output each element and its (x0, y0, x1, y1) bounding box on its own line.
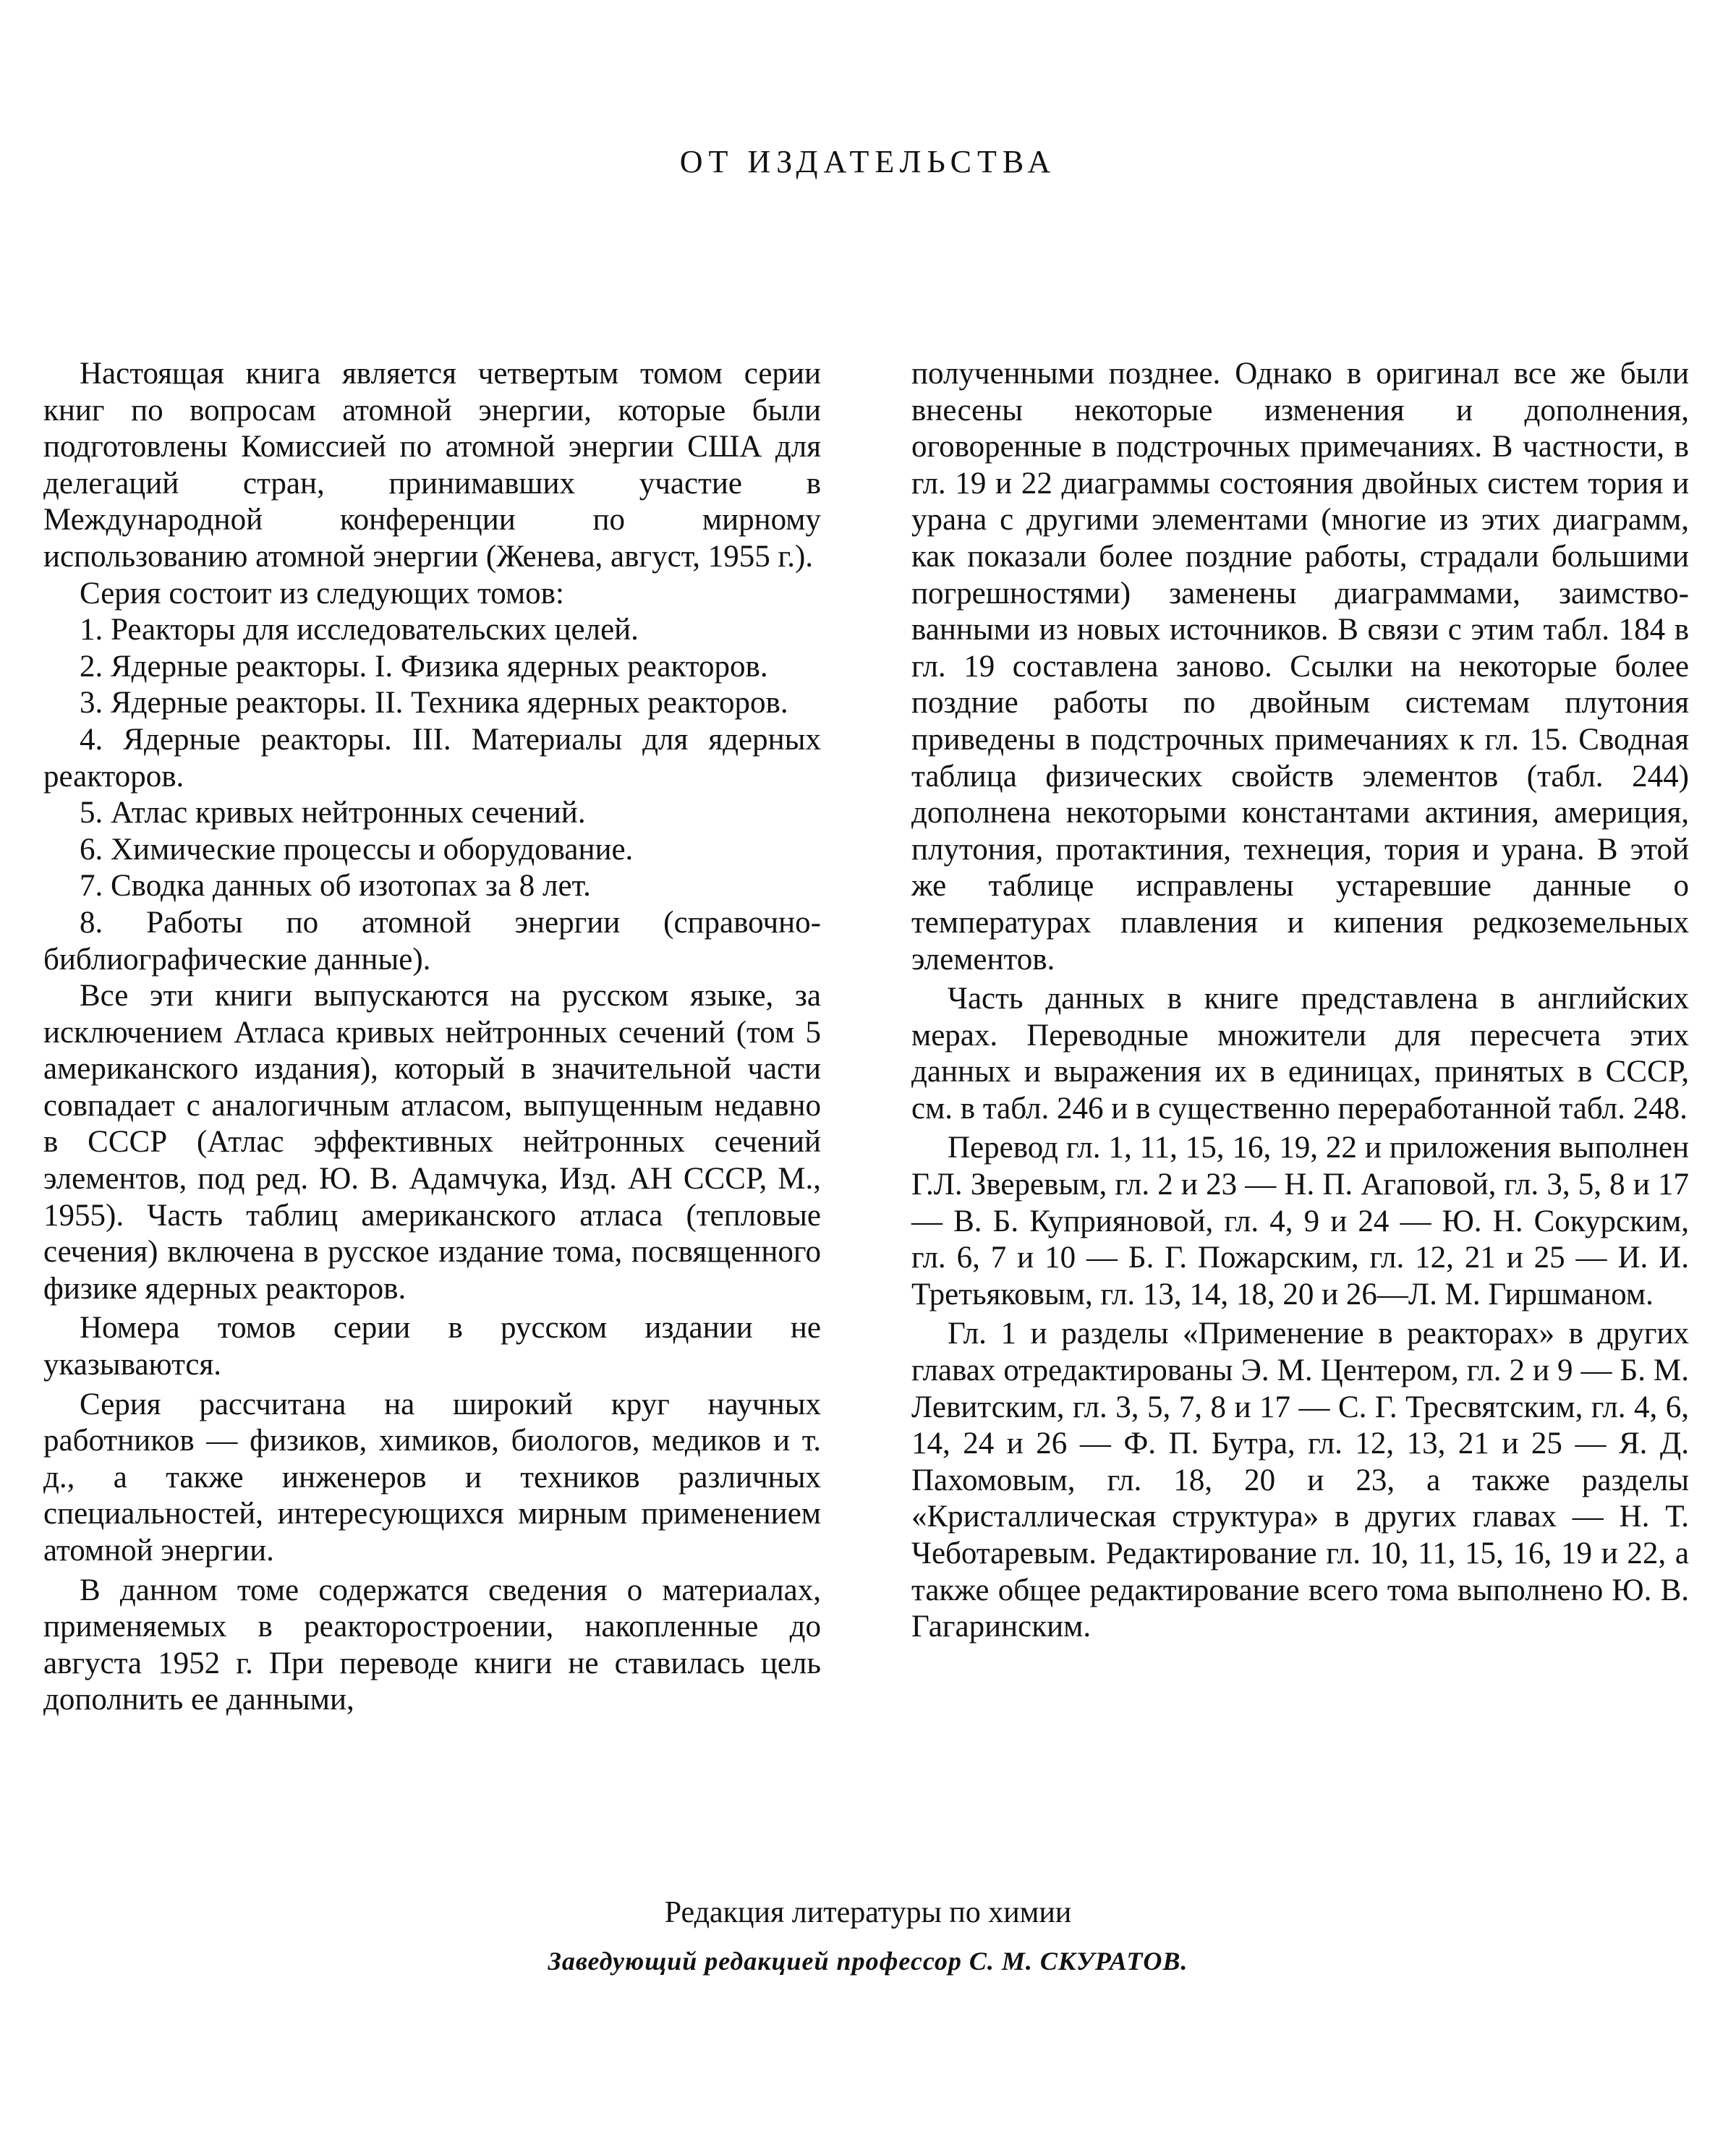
page-title: ОТ ИЗДАТЕЛЬСТВА (679, 144, 1057, 179)
list-item: 6. Химические процессы и оборудование. (80, 832, 634, 867)
paragraph: Номера томов серии в русском издании не указываются. (43, 1311, 821, 1382)
list-item: 3. Ядерные реакторы. II. Техника ядерных реакторов. (80, 686, 788, 720)
list-item: 5. Атлас кривых нейтронных сечений. (80, 796, 586, 830)
paragraph: В данном томе содержатся сведения о материалах, применяемых в реакторостроении, накопленные до августа 1952 г. При переводе книги не ставилась цель дополнить ее данными, (43, 1573, 821, 1717)
paragraph: Часть данных в книге представлена в английских мерах. Переводные множители для пересчета этих данных и выражения их в единицах, принятых в СССР, см. в табл. 246 и в существенно переработанной табл. 248. (911, 982, 1689, 1126)
paragraph: Серия состоит из следующих томов: (80, 576, 564, 611)
paragraph: Все эти книги выпускаются на русском языке, за исключением Атласа кривых нейтронных сечений (том 5 американского издания), который в значительной части совпадает с аналогичным атласом, выпущенным недавно в СССР (Атлас эффективных нейтронных сечений элементов, под ред. Ю. В. Адамчука, Изд. АН СССР, М., 1955). Часть таблиц американского атласа (тепловые сечения) включена в русское издание тома, посвященного физике ядерных реакторов. (43, 979, 821, 1306)
paragraph: полученными позднее. Однако в оригинал все же были внесены некоторые изменения и дополнения, оговоренные в подстрочных примечаниях. В частности, в гл. 19 и 22 диаграммы состояния двойных систем тория и урана с другими элементами (многие из этих диаграмм, как показали более поздние работы, страдали большими погрешностями) заменены диаграммами, заимствованными из новых источников. В связи с этим табл. 184 в гл. 19 составлена заново. Ссылки на некоторые более поздние работы по двойным системам плутония приведены в подстрочных примечаниях к гл. 15. Сводная таблица физических свойств элементов (табл. 244) дополнена некоторыми константами актиния, америция, плутония, протактиния, технеция, тория и урана. В этой же таблице исправлены устаревшие данные о температурах плавления и кипения редкоземельных элементов. (911, 357, 1689, 977)
paragraph: Настоящая книга является четвертым томом серии книг по вопросам атомной энергии, которые были подготовлены Комиссией по атомной энергии США для делегаций стран, принимавших участие в Международной конференции по мирному использованию атомной энергии (Женева, август, 1955 г.). (43, 357, 821, 574)
editorial-head: Заведующий редакцией профессор С. М. СКУРАТОВ. (548, 1947, 1188, 1976)
paragraph: Серия рассчитана на широкий круг научных работников — физиков, химиков, биологов, медиков и т. д., а также инженеров и техников различных специальностей, интересующихся мирным применением атомной энергии. (43, 1387, 821, 1568)
left-column (43, 356, 821, 1719)
paragraph: Гл. 1 и разделы «Применение в реакторах» в других главах отредактированы Э. М. Центером, гл. 2 и 9 — Б. М. Левитским, гл. 3, 5, 7, 8 и 17 — С. Г. Тресвятским, гл. 4, 6, 14, 24 и 26 — Ф. П. Бутра, гл. 12, 13, 21 и 25 — Я. Д. Пахомовым, гл. 18, 20 и 23, а также разделы «Кристаллическая структура» в других главах — Н. Т. Чеботаревым. Редактирование гл. 10, 11, 15, 16, 19 и 22, а также общее редактирование всего тома выполнено Ю. В. Гагаринским. (911, 1317, 1689, 1644)
list-item: 2. Ядерные реакторы. I. Физика ядерных реакторов. (80, 649, 768, 684)
list-item: 8. Работы по атомной энергии (справочно-библиографические данные). (43, 905, 821, 977)
editorial-department: Редакция литературы по химии (664, 1896, 1072, 1929)
paragraph: Перевод гл. 1, 11, 15, 16, 19, 22 и приложения выполнен Г.Л. Зверевым, гл. 2 и 23 — Н. П. Агаповой, гл. 3, 5, 8 и 17 — В. Б. Куприяновой, гл. 4, 9 и 24 — Ю. Н. Сокурским, гл. 6, 7 и 10 — Б. Г. Пожарским, гл. 12, 21 и 25 — И. И. Третьяковым, гл. 13, 14, 18, 20 и 26—Л. М. Гиршманом. (911, 1131, 1689, 1312)
right-column (911, 356, 1689, 1646)
list-item: 4. Ядерные реакторы. III. Материалы для ядерных реакторов. (43, 722, 821, 794)
list-item: 1. Реакторы для исследовательских целей. (80, 613, 639, 647)
list-item: 7. Сводка данных об изотопах за 8 лет. (80, 869, 591, 904)
